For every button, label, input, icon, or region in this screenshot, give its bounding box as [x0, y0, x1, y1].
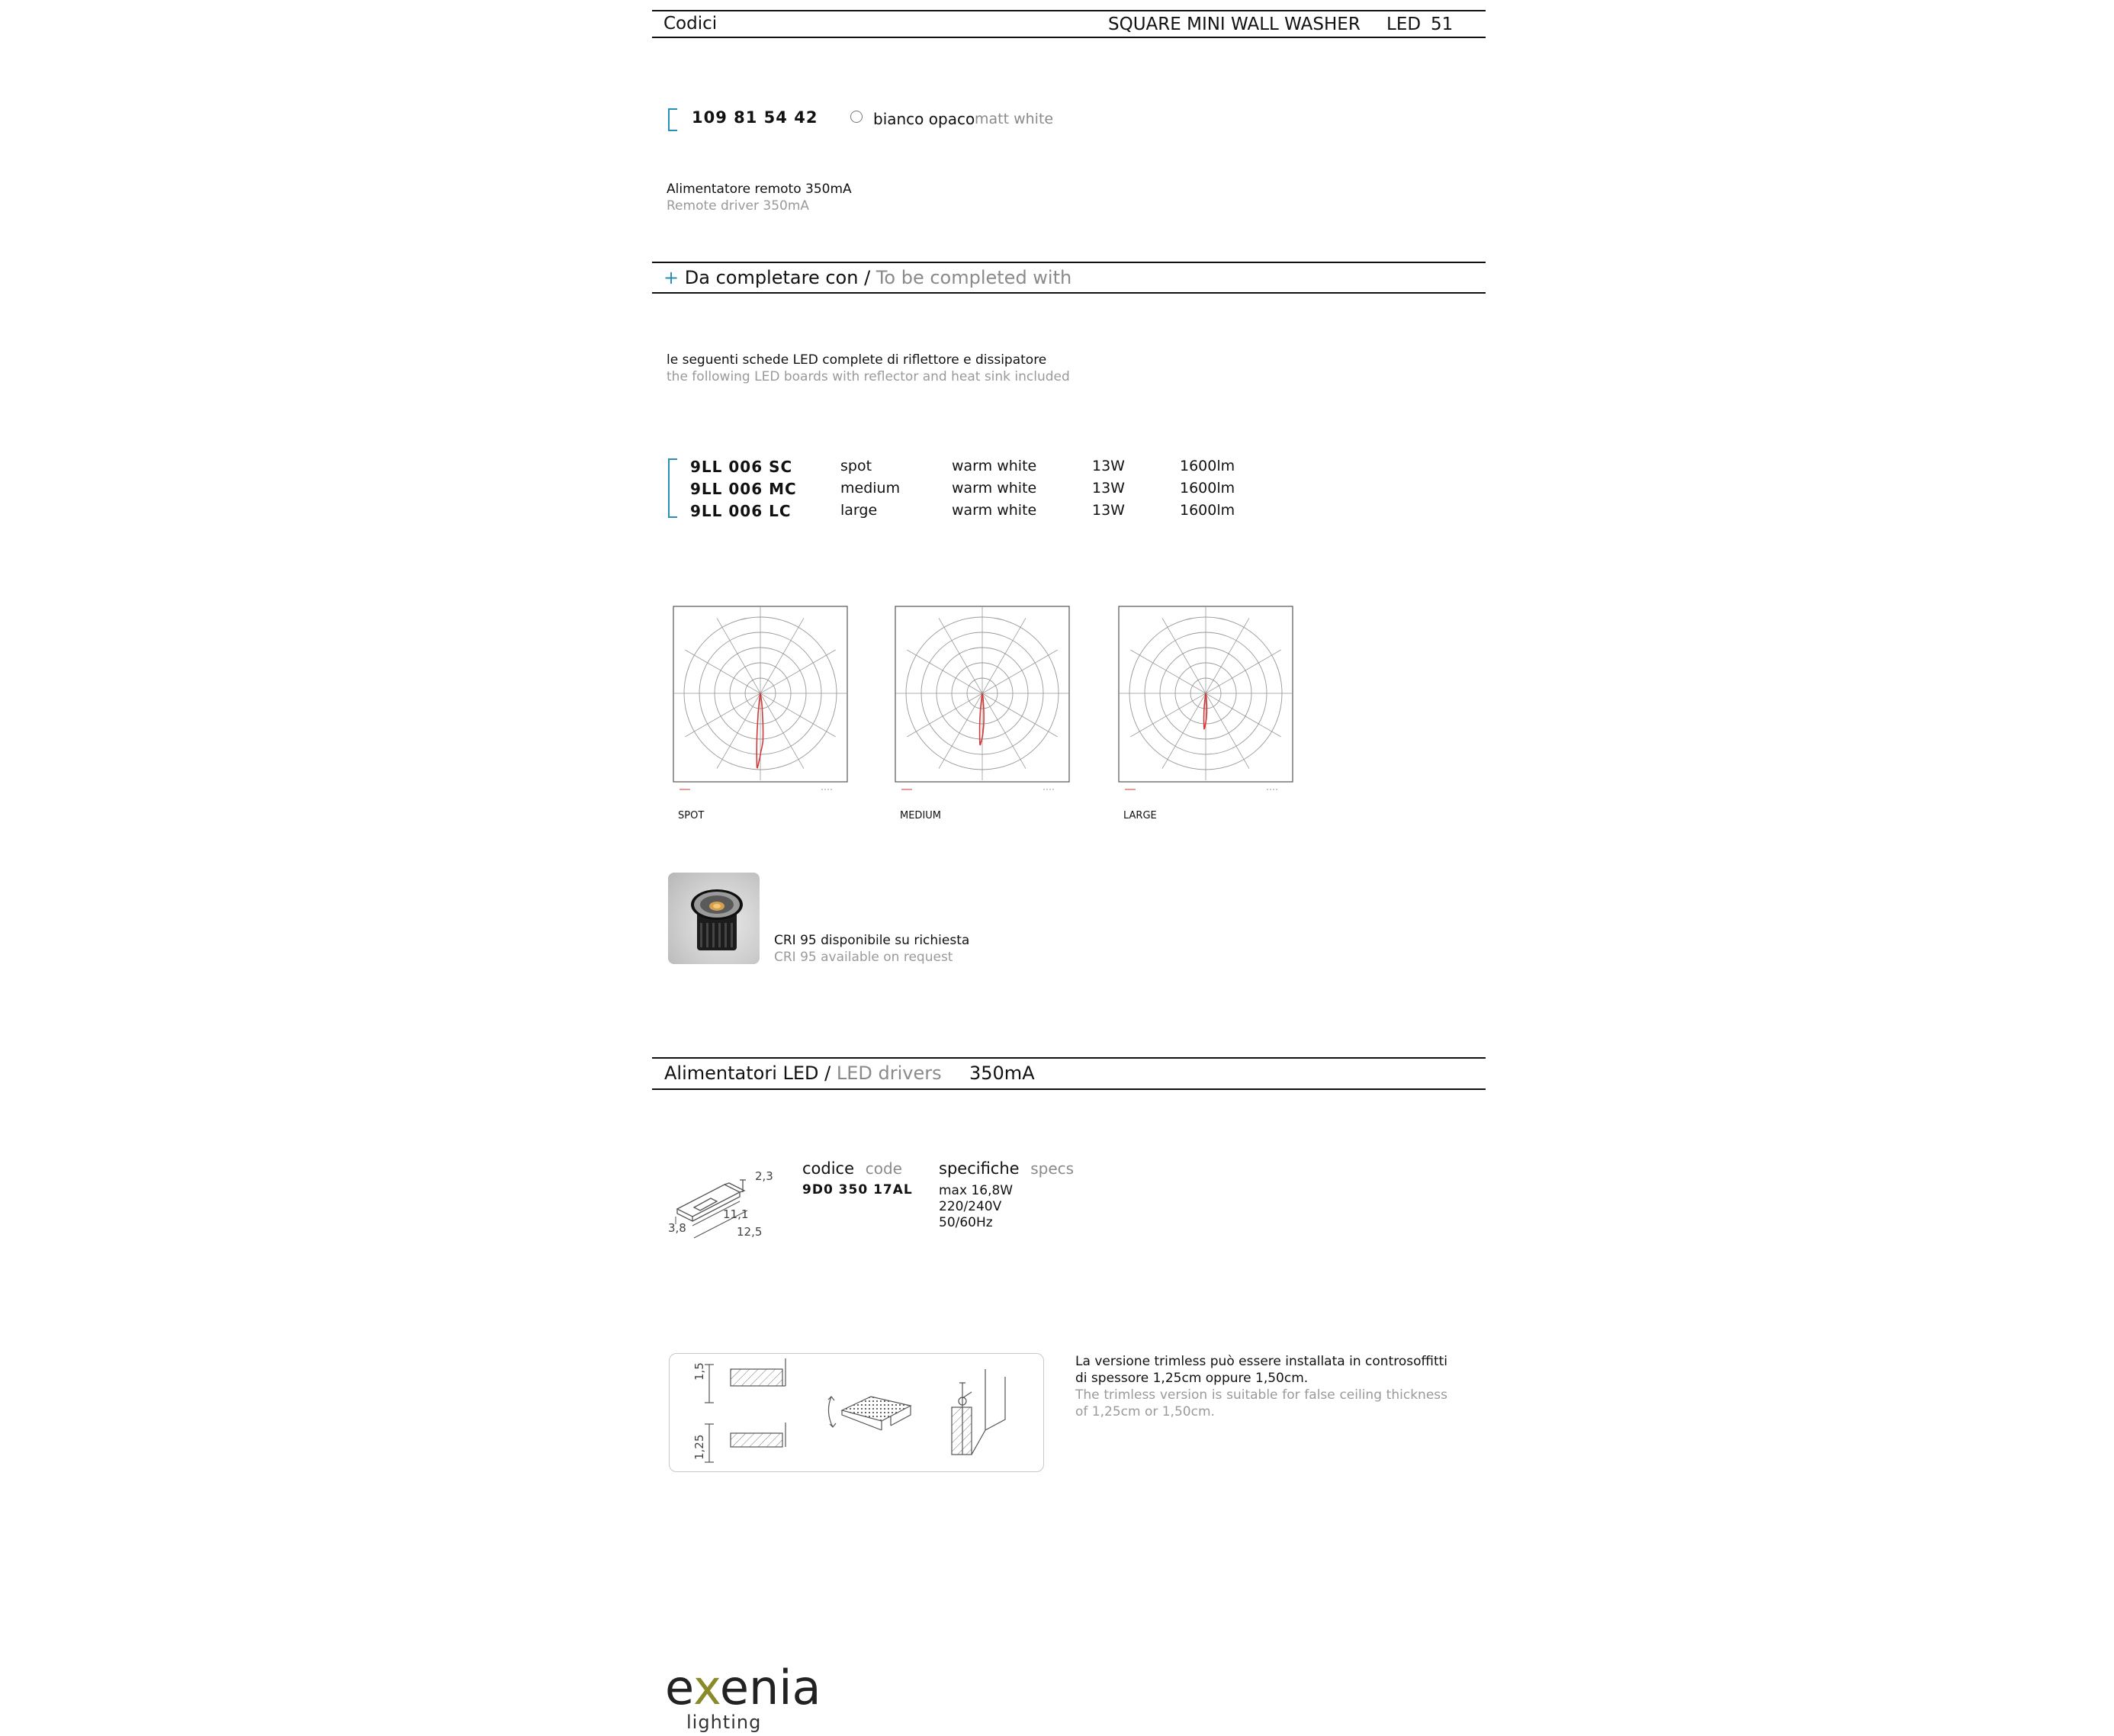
header-page: 51: [1431, 14, 1454, 34]
completion-title-en: To be completed with: [875, 267, 1072, 288]
driver-spec-voltage: 220/240V: [939, 1199, 1002, 1214]
finish-it: bianco opaco: [873, 110, 975, 128]
drivers-title-it: Alimentatori LED: [664, 1062, 819, 1084]
board-flux: 1600lm: [1180, 502, 1235, 519]
polar-caption: MEDIUM: [900, 810, 942, 821]
board-code: 9LL 006 MC: [690, 480, 797, 498]
specs-label: [939, 1159, 1074, 1178]
cri-note-it: CRI 95 disponibile su richiesta: [774, 933, 970, 948]
polar-diagram: [894, 599, 1077, 797]
drivers-section-title: [664, 1062, 942, 1084]
board-color: warm white: [952, 480, 1037, 497]
completion-sep: /: [864, 267, 871, 288]
plus-icon: +: [663, 267, 680, 288]
led-module-photo: [668, 873, 760, 964]
specs-label-en: specs: [1030, 1159, 1075, 1178]
finish-swatch-icon: [850, 111, 863, 123]
boards-intro-it: le seguenti schede LED complete di riflettore e dissipatore: [667, 352, 1047, 368]
board-code: 9LL 006 SC: [690, 458, 793, 476]
driver-note-it: Alimentatore remoto 350mA: [667, 182, 852, 197]
code-label-it: codice: [802, 1159, 855, 1178]
boards-bracket: [668, 458, 677, 518]
drivers-current: 350mA: [969, 1062, 1035, 1084]
polar-caption: LARGE: [1123, 810, 1157, 821]
polar-caption: SPOT: [678, 810, 705, 821]
trimless-dim-bottom: 1,25: [692, 1434, 706, 1460]
finish-en: matt white: [975, 111, 1054, 127]
driver-spec-power: max 16,8W: [939, 1183, 1014, 1198]
board-power: 13W: [1092, 502, 1125, 519]
board-flux: 1600lm: [1180, 458, 1235, 474]
drivers-sep: /: [824, 1062, 831, 1084]
code-label-en: code: [865, 1159, 902, 1178]
dim-width: 3,8: [668, 1221, 686, 1235]
board-beam: medium: [840, 480, 901, 497]
polar-diagram: [1117, 599, 1300, 797]
polar-curve: [1204, 693, 1207, 729]
board-color: warm white: [952, 458, 1037, 474]
code-label: [802, 1159, 902, 1178]
dim-length-inner: 11,1: [723, 1207, 749, 1221]
dim-height: 2,3: [755, 1169, 773, 1183]
polar-curve: [980, 693, 985, 744]
driver-spec-frequency: 50/60Hz: [939, 1215, 993, 1230]
polar-svg: [1117, 599, 1300, 797]
trimless-note-en: The trimless version is suitable for false ceiling thickness of 1,25cm or 1,50cm.: [1075, 1387, 1447, 1419]
polar-svg: [672, 599, 855, 797]
board-power: 13W: [1092, 458, 1125, 474]
board-power: 13W: [1092, 480, 1125, 497]
driver-code: 9D0 350 17AL: [802, 1182, 913, 1198]
drivers-title-en: LED drivers: [836, 1062, 942, 1084]
board-code: 9LL 006 LC: [690, 502, 792, 520]
header-left: Codici: [663, 14, 718, 34]
logo-sub: lighting: [686, 1712, 762, 1733]
polar-svg: [894, 599, 1077, 797]
boards-intro-en: the following LED boards with reflector and heat sink included: [667, 369, 1070, 384]
product-code: 109 81 54 42: [692, 108, 818, 127]
board-beam: spot: [840, 458, 872, 474]
driver-note-en: Remote driver 350mA: [667, 198, 810, 214]
completion-title-it: Da completare con: [684, 267, 859, 288]
board-flux: 1600lm: [1180, 480, 1235, 497]
trimless-dim-top: 1,5: [692, 1362, 706, 1381]
polar-diagram: [672, 599, 855, 797]
board-color: warm white: [952, 502, 1037, 519]
dim-length-outer: 12,5: [737, 1225, 763, 1239]
polar-curve: [757, 693, 763, 768]
header-product: SQUARE MINI WALL WASHER: [1108, 14, 1361, 34]
cri-note-en: CRI 95 available on request: [774, 950, 953, 965]
header-series: LED: [1386, 14, 1422, 34]
specs-label-it: specifiche: [939, 1159, 1020, 1178]
trimless-note-it: La versione trimless può essere installata in controsoffitti di spessore 1,25cm oppure 1,50cm.: [1075, 1354, 1447, 1386]
board-beam: large: [840, 502, 878, 519]
trimless-diagram: [669, 1353, 1044, 1472]
code-bracket: [668, 108, 677, 131]
logo-wordmark: exenia: [665, 1664, 821, 1715]
completion-section-title: [663, 267, 1071, 288]
